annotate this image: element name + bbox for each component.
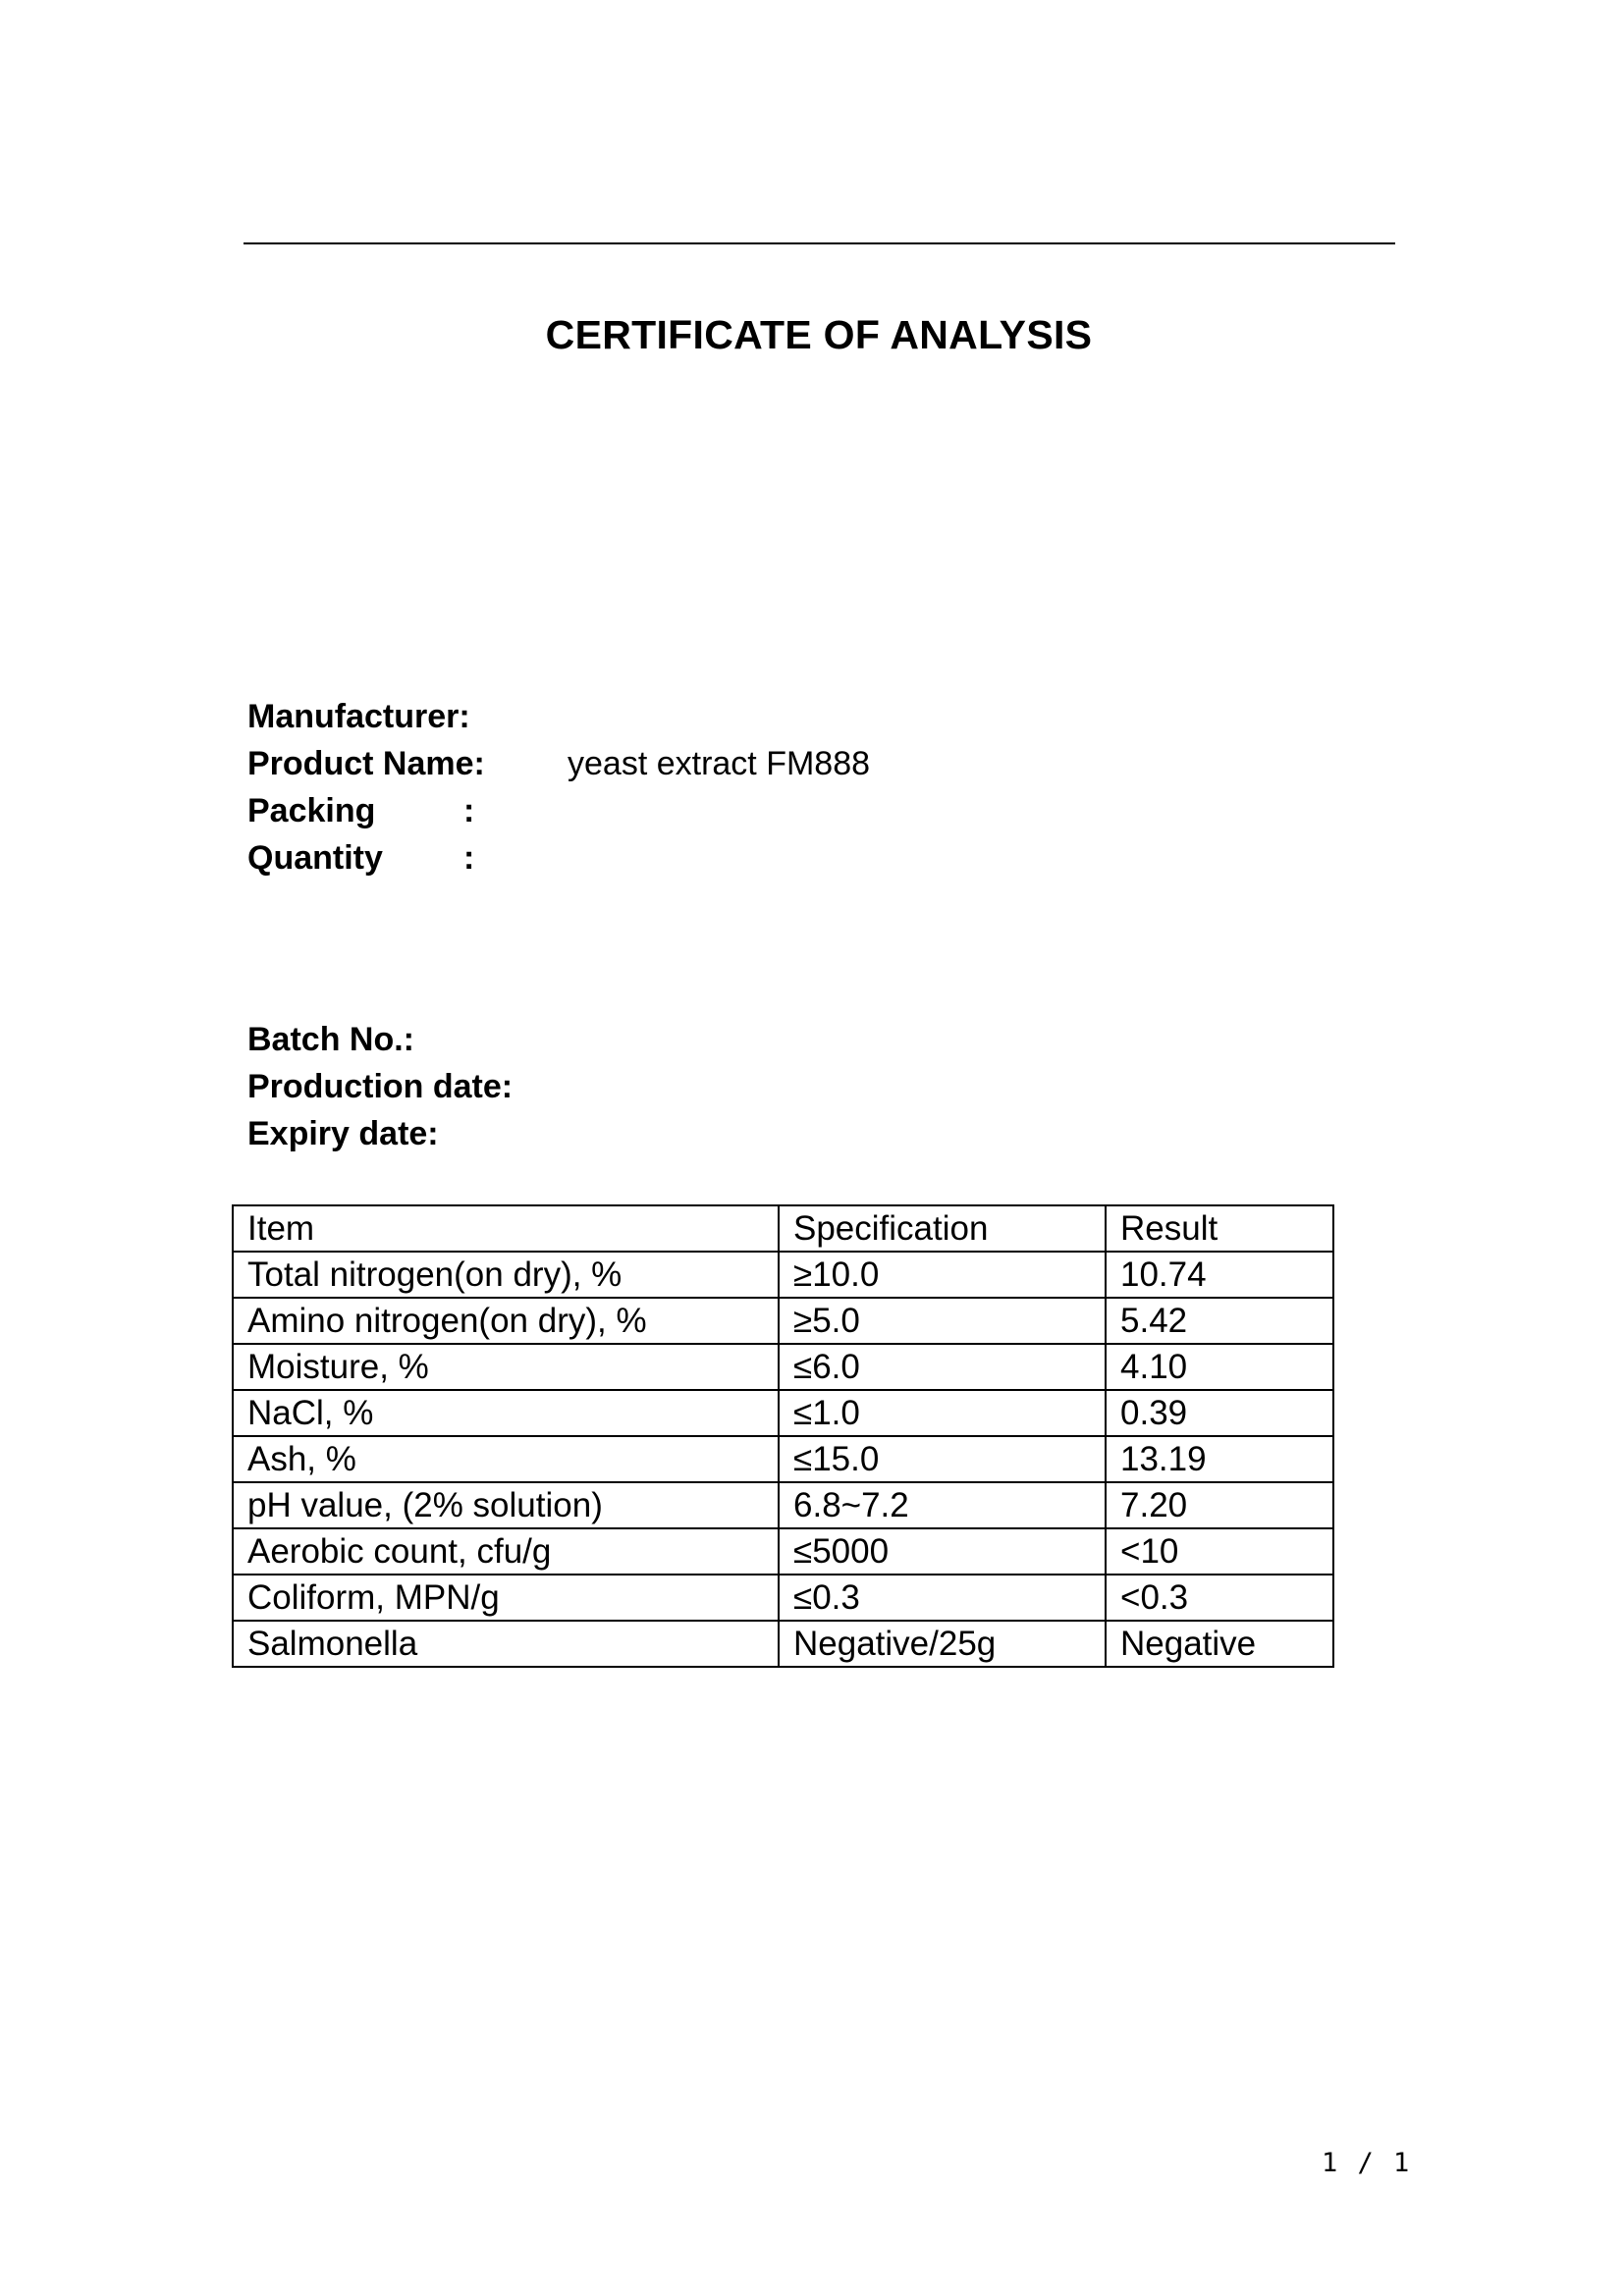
- table-header-row: [233, 1205, 1333, 1252]
- row-item: Salmonella: [233, 1621, 779, 1667]
- row-item: Coliform, MPN/g: [233, 1575, 779, 1621]
- page-number: 1 / 1: [1322, 2148, 1412, 2178]
- header-specification: Specification: [779, 1205, 1106, 1252]
- row-specification: ≥5.0: [779, 1298, 1106, 1344]
- manufacturer-label: Manufacturer:: [247, 698, 470, 735]
- row-result: 13.19: [1106, 1436, 1333, 1482]
- table-row: [233, 1252, 1333, 1298]
- row-specification: ≤15.0: [779, 1436, 1106, 1482]
- row-result: 0.39: [1106, 1390, 1333, 1436]
- row-item: Total nitrogen(on dry), %: [233, 1252, 779, 1298]
- row-result: <10: [1106, 1528, 1333, 1575]
- row-result: 10.74: [1106, 1252, 1333, 1298]
- row-item: Amino nitrogen(on dry), %: [233, 1298, 779, 1344]
- row-result: 4.10: [1106, 1344, 1333, 1390]
- header-item: Item: [233, 1205, 779, 1252]
- row-specification: ≤1.0: [779, 1390, 1106, 1436]
- row-result: 5.42: [1106, 1298, 1333, 1344]
- table-row: [233, 1621, 1333, 1667]
- row-specification: Negative/25g: [779, 1621, 1106, 1667]
- row-specification: ≤0.3: [779, 1575, 1106, 1621]
- row-result: <0.3: [1106, 1575, 1333, 1621]
- expiry-date-label: Expiry date:: [247, 1115, 439, 1152]
- header-rule: [244, 242, 1395, 244]
- table-row: [233, 1436, 1333, 1482]
- table-row: [233, 1528, 1333, 1575]
- quantity-label: Quantity: [247, 839, 383, 877]
- row-specification: ≤5000: [779, 1528, 1106, 1575]
- quantity-colon: :: [463, 839, 475, 877]
- row-item: Moisture, %: [233, 1344, 779, 1390]
- row-item: NaCl, %: [233, 1390, 779, 1436]
- row-specification: 6.8~7.2: [779, 1482, 1106, 1528]
- production-date-label: Production date:: [247, 1068, 514, 1105]
- product-name-value: yeast extract FM888: [568, 745, 871, 782]
- packing-colon: :: [463, 792, 475, 829]
- header-result: Result: [1106, 1205, 1333, 1252]
- row-item: Ash, %: [233, 1436, 779, 1482]
- table-row: [233, 1575, 1333, 1621]
- table-row: [233, 1390, 1333, 1436]
- analysis-table: [232, 1204, 1334, 1668]
- row-result: Negative: [1106, 1621, 1333, 1667]
- row-item: pH value, (2% solution): [233, 1482, 779, 1528]
- table-row: [233, 1344, 1333, 1390]
- row-specification: ≤6.0: [779, 1344, 1106, 1390]
- row-result: 7.20: [1106, 1482, 1333, 1528]
- table-row: [233, 1482, 1333, 1528]
- packing-label: Packing: [247, 792, 376, 829]
- product-name-label: Product Name:: [247, 745, 485, 782]
- row-item: Aerobic count, cfu/g: [233, 1528, 779, 1575]
- row-specification: ≥10.0: [779, 1252, 1106, 1298]
- table-row: [233, 1298, 1333, 1344]
- batch-no-label: Batch No.:: [247, 1021, 414, 1058]
- document-title: CERTIFICATE OF ANALYSIS: [545, 312, 1093, 357]
